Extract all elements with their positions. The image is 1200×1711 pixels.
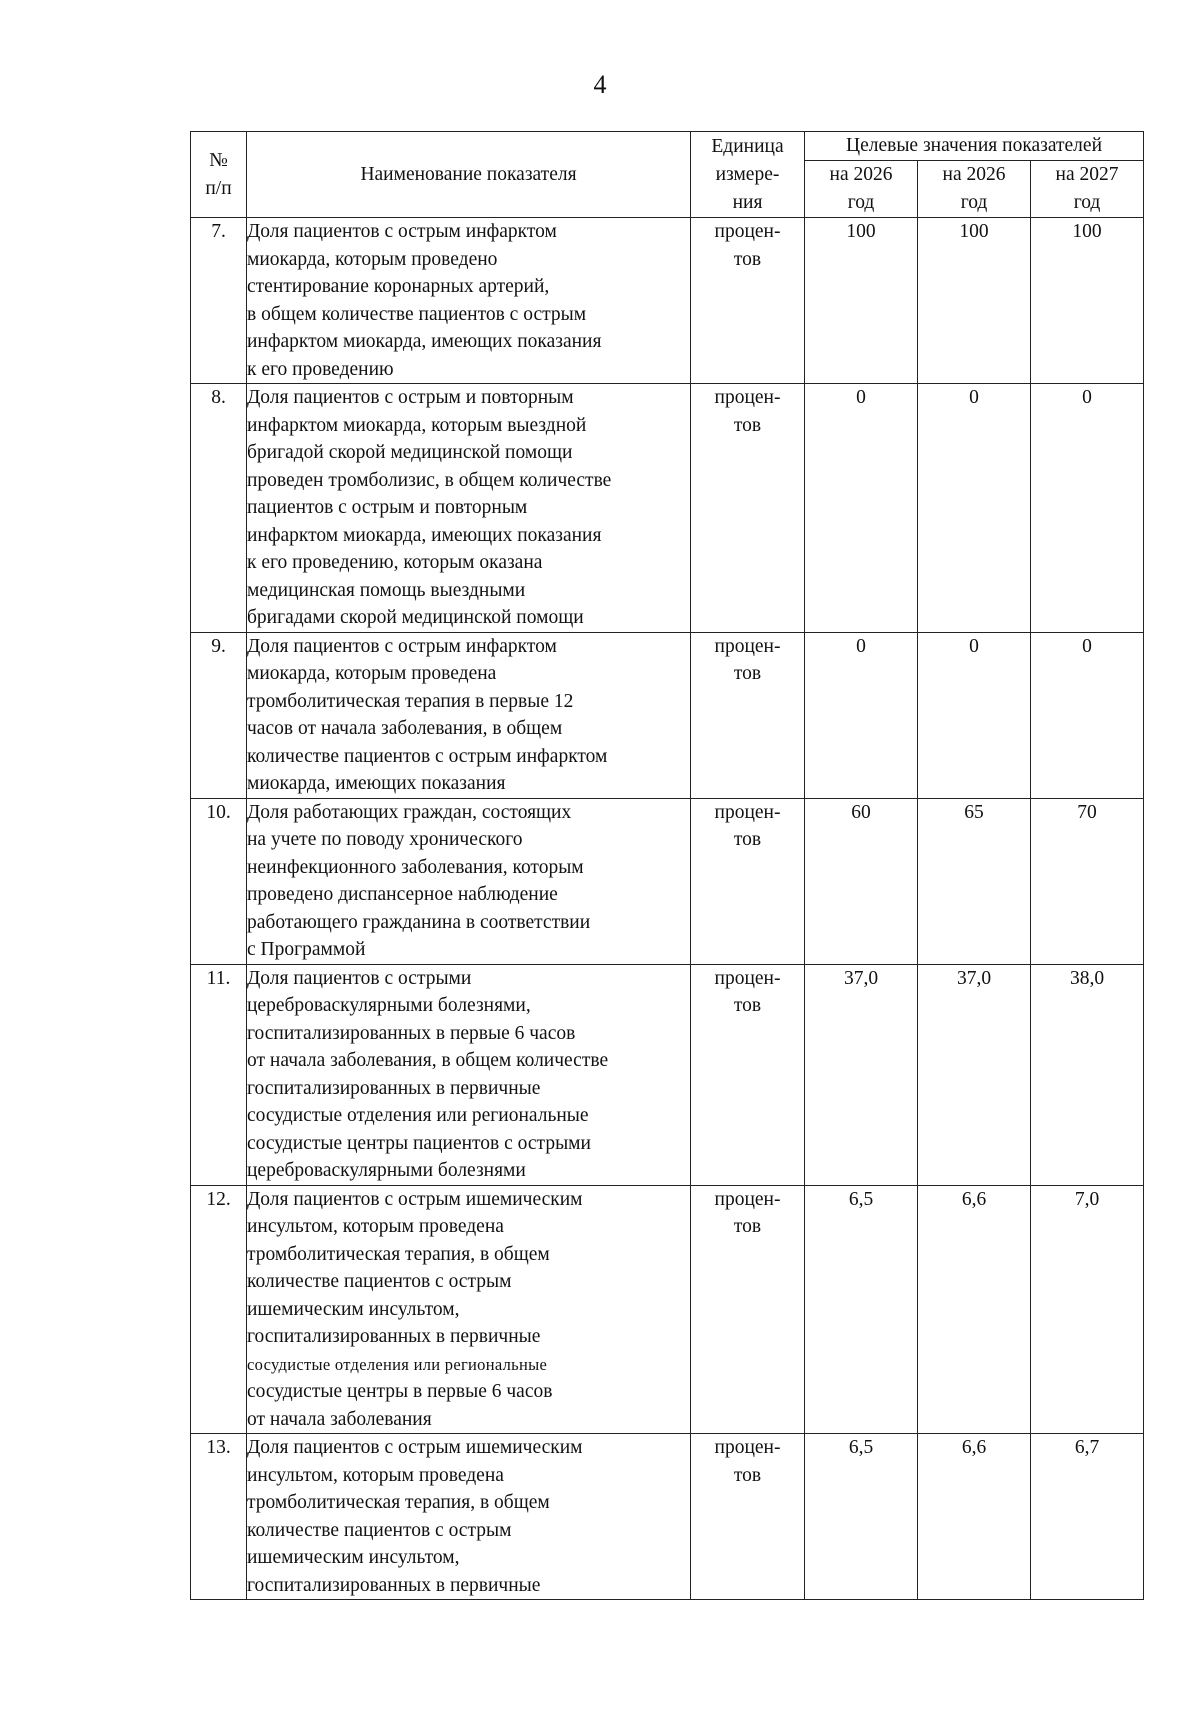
unit-line: тов — [733, 1216, 762, 1237]
unit-line: тов — [733, 414, 762, 436]
unit-cell — [691, 632, 805, 798]
unit-line: тов — [733, 1464, 762, 1486]
unit-cell — [691, 964, 805, 1185]
indicator-name-line: цереброваскулярными болезнями — [247, 1160, 526, 1181]
table-row — [191, 632, 1144, 798]
indicators-table — [190, 131, 1144, 1600]
indicator-name-line: количестве пациентов с острым инфарктом — [247, 745, 608, 767]
indicator-name-line: тромболитическая терапия, в общем — [247, 1492, 550, 1513]
unit-cell — [691, 1185, 805, 1434]
indicator-name-line: сосудистые центры пациентов с острыми — [247, 1132, 591, 1154]
unit-line: тов — [733, 995, 762, 1016]
table-body — [191, 218, 1144, 1600]
target-value-2: 6,6 — [918, 1434, 1031, 1600]
indicator-name-line: Доля пациентов с острым инфарктом — [247, 635, 557, 657]
indicator-name-line: в общем количестве пациентов с острым — [247, 303, 587, 325]
indicator-name-line: инфарктом миокарда, имеющих показания — [247, 331, 602, 352]
indicator-name-line: бригадами скорой медицинской помощи — [247, 607, 584, 628]
indicator-name-cell — [247, 1185, 691, 1434]
indicator-name-line: количестве пациентов с острым — [247, 1271, 512, 1292]
header-number-line: № — [209, 149, 228, 171]
indicator-name-line: инсультом, которым проведена — [247, 1216, 504, 1237]
unit-line: процен- — [714, 387, 781, 408]
table-row — [191, 964, 1144, 1185]
table-row — [191, 798, 1144, 964]
target-value-3: 7,0 — [1031, 1185, 1144, 1434]
indicator-name-line: от начала заболевания — [247, 1408, 432, 1430]
indicator-name-line: миокарда, имеющих показания — [247, 773, 506, 794]
unit-cell — [691, 798, 805, 964]
indicator-name-line: пациентов с острым и повторным — [247, 497, 528, 518]
indicator-name-line: сосудистые отделения или региональные — [247, 1354, 548, 1374]
header-year-text: год — [960, 192, 988, 213]
header-year-1 — [805, 161, 918, 218]
target-value-2: 6,6 — [918, 1185, 1031, 1434]
target-value-1: 100 — [805, 218, 918, 384]
target-value-2: 100 — [918, 218, 1031, 384]
header-unit — [691, 132, 805, 218]
indicator-name-line: неинфекционного заболевания, которым — [247, 856, 584, 878]
header-unit-line: Единица — [711, 135, 784, 157]
unit-line: процен- — [714, 1188, 781, 1210]
indicator-name-line: работающего гражданина в соответствии — [247, 911, 591, 933]
indicator-name-line: сосудистые центры в первые 6 часов — [247, 1381, 553, 1402]
target-value-1: 37,0 — [805, 964, 918, 1185]
target-value-2: 0 — [918, 632, 1031, 798]
indicator-name-line: часов от начала заболевания, в общем — [247, 718, 563, 739]
target-value-2: 65 — [918, 798, 1031, 964]
indicator-name-line: бригадой скорой медицинской помощи — [247, 442, 573, 463]
indicator-name-cell — [247, 384, 691, 633]
table-row — [191, 218, 1144, 384]
header-year-text: на 2027 — [1055, 164, 1119, 185]
indicator-name-line: тромболитическая терапия, в общем — [247, 1243, 550, 1265]
target-value-1: 60 — [805, 798, 918, 964]
target-value-3: 0 — [1031, 384, 1144, 633]
indicator-name-line: количестве пациентов с острым — [247, 1519, 512, 1541]
indicator-name-cell — [247, 218, 691, 384]
header-year-2 — [918, 161, 1031, 218]
header-unit-line: ния — [732, 191, 763, 213]
indicator-name-line: Доля пациентов с острым ишемическим — [247, 1188, 583, 1210]
target-value-3: 38,0 — [1031, 964, 1144, 1185]
indicator-name-line: Доля пациентов с острым ишемическим — [247, 1437, 583, 1458]
page-number: 4 — [593, 70, 607, 99]
row-number: 9. — [191, 632, 247, 798]
header-target-values: Целевые значения показателей — [805, 132, 1144, 161]
target-value-1: 6,5 — [805, 1185, 918, 1434]
target-value-1: 0 — [805, 384, 918, 633]
header-year-text: на 2026 — [829, 164, 893, 185]
target-value-2: 0 — [918, 384, 1031, 633]
target-value-3: 0 — [1031, 632, 1144, 798]
indicator-name-cell — [247, 798, 691, 964]
indicator-name-line: Доля работающих граждан, состоящих — [247, 801, 572, 823]
indicator-name-line: инсультом, которым проведена — [247, 1464, 504, 1486]
indicator-name-line: от начала заболевания, в общем количестве — [247, 1050, 609, 1071]
target-value-1: 6,5 — [805, 1434, 918, 1600]
indicator-name-line: к его проведению — [247, 358, 394, 380]
header-number — [191, 132, 247, 218]
unit-line: тов — [733, 248, 762, 270]
indicator-name-line: сосудистые отделения или региональные — [247, 1105, 589, 1126]
header-indicator-name: Наименование показателя — [247, 132, 691, 218]
target-value-3: 70 — [1031, 798, 1144, 964]
row-number: 7. — [191, 218, 247, 384]
indicator-name-line: инфарктом миокарда, имеющих показания — [247, 524, 602, 546]
indicator-name-line: проведен тромболизис, в общем количестве — [247, 469, 612, 491]
table-row — [191, 384, 1144, 633]
header-number-line: п/п — [205, 177, 232, 199]
indicator-name-line: тромболитическая терапия в первые 12 — [247, 690, 574, 712]
table-row — [191, 1185, 1144, 1434]
row-number: 10. — [191, 798, 247, 964]
indicator-name-line: Доля пациентов с острым и повторным — [247, 387, 574, 408]
indicator-name-line: ишемическим инсультом, — [247, 1547, 460, 1568]
header-year-text: год — [1073, 192, 1101, 213]
header-year-text: на 2026 — [942, 164, 1006, 185]
indicator-name-line: стентирование коронарных артерий, — [247, 276, 550, 297]
header-unit-line: измере- — [715, 163, 780, 185]
unit-cell — [691, 1434, 805, 1600]
indicator-name-line: миокарда, которым проведено — [247, 248, 498, 270]
indicator-name-line: медицинская помощь выездными — [247, 579, 526, 601]
indicator-name-line: госпитализированных в первичные — [247, 1326, 541, 1347]
row-number: 11. — [191, 964, 247, 1185]
row-number: 8. — [191, 384, 247, 633]
indicator-name-cell — [247, 964, 691, 1185]
indicator-name-line: с Программой — [247, 939, 366, 960]
target-value-2: 37,0 — [918, 964, 1031, 1185]
indicator-name-line: госпитализированных в первичные — [247, 1077, 541, 1099]
unit-line: процен- — [714, 221, 781, 242]
indicator-name-line: Доля пациентов с острым инфарктом — [247, 221, 557, 242]
unit-cell — [691, 384, 805, 633]
unit-line: процен- — [714, 1437, 781, 1458]
indicator-name-line: к его проведению, которым оказана — [247, 552, 543, 573]
unit-line: тов — [733, 829, 762, 850]
unit-line: процен- — [714, 635, 781, 657]
indicator-name-line: инфарктом миокарда, которым выездной — [247, 414, 587, 436]
header-year-text: год — [847, 192, 875, 213]
unit-cell — [691, 218, 805, 384]
indicator-name-line: Доля пациентов с острыми — [247, 967, 472, 989]
table-header — [191, 132, 1144, 218]
header-year-3 — [1031, 161, 1144, 218]
indicator-name-line: миокарда, которым проведена — [247, 663, 497, 684]
target-value-3: 100 — [1031, 218, 1144, 384]
row-number: 12. — [191, 1185, 247, 1434]
unit-line: процен- — [714, 967, 781, 989]
indicator-name-line: проведено диспансерное наблюдение — [247, 884, 558, 905]
row-number: 13. — [191, 1434, 247, 1600]
unit-line: тов — [733, 663, 762, 684]
table-row — [191, 1434, 1144, 1600]
unit-line: процен- — [714, 801, 781, 823]
indicator-name-line: на учете по поводу хронического — [247, 829, 523, 850]
indicator-name-line: госпитализированных в первые 6 часов — [247, 1022, 576, 1044]
target-value-1: 0 — [805, 632, 918, 798]
indicator-name-cell — [247, 1434, 691, 1600]
indicator-name-line: ишемическим инсультом, — [247, 1298, 460, 1320]
indicator-name-cell — [247, 632, 691, 798]
indicator-name-line: госпитализированных в первичные — [247, 1574, 541, 1596]
indicator-name-line: цереброваскулярными болезнями, — [247, 995, 531, 1016]
target-value-3: 6,7 — [1031, 1434, 1144, 1600]
